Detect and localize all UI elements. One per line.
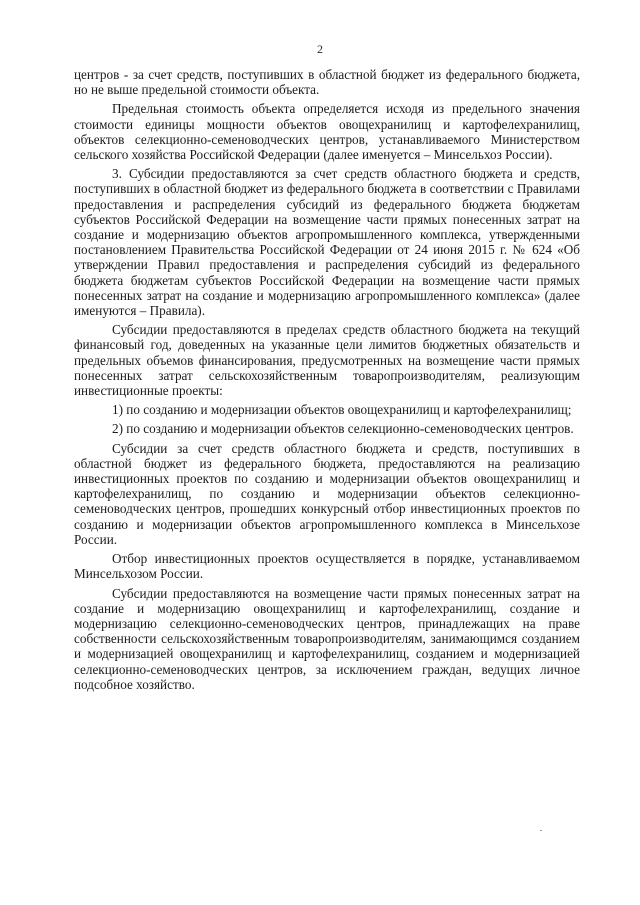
paragraph-max-cost: Предельная стоимость объекта определяется исходя из предельного значения стоимости единицы мощности объектов овощехранилищ и картофелехранилищ, объектов селекционно-семеноводческих центров, устанавливаемого Министерством сельского хозяйства Российской Федерации (далее именуется – Минсельхоз России). (74, 101, 580, 163)
paragraph-clause-3: 3. Субсидии предоставляются за счет средств областного бюджета и средств, поступивших в областной бюджет из федерального бюджета в соответствии с Правилами предоставления и распределения субсидий из федерального бюджета бюджетам субъектов Российской Федерации на возмещение части прямых понесенных затрат на создание и модернизацию объектов агропромышленного комплекса, утвержденными постановлением Правительства Российской Федерации от 24 июня 2015 г. № 624 «Об утверждении Правил предоставления и распределения субсидий из федерального бюджета бюджетам субъектов Российской Федерации на возмещение части прямых понесенных затрат на создание и модернизацию агропромышленного комплекса» (далее именуются – Правила). (74, 166, 580, 319)
scan-speck (540, 830, 542, 831)
paragraph-selection: Отбор инвестиционных проектов осуществляется в порядке, устанавливаемом Минсельхозом России. (74, 551, 580, 582)
paragraph-subsidy-limits: Субсидии предоставляются в пределах средств областного бюджета на текущий финансовый год, доведенных на указанные цели лимитов бюджетных обязательств и предельных объемов финансирования, предусмотренных на возмещение части прямых понесенных затрат сельскохозяйственным товаропроизводителям, реализующим инвестиционные проекты: (74, 322, 580, 399)
page-number: 2 (317, 42, 323, 56)
list-item-1: 1) по созданию и модернизации объектов овощехранилищ и картофелехранилищ; (112, 402, 572, 418)
list-item-2: 2) по созданию и модернизации объектов селекционно-семеноводческих центров. (112, 421, 574, 437)
paragraph-reimbursement: Субсидии предоставляются на возмещение части прямых понесенных затрат на создание и модернизацию овощехранилищ и картофелехранилищ, создание и модернизацию селекционно-семеноводческих центров, принадлежащих на праве собственности сельскохозяйственным товаропроизводителям, занимающимся созданием и модернизацией овощехранилищ и картофелехранилищ, созданием и модернизацией селекционно-семеноводческих центров, за исключением граждан, ведущих личное подсобное хозяйство. (74, 585, 580, 692)
paragraph-investment-projects: Субсидии за счет средств областного бюджета и средств, поступивших в областной бюджет из федерального бюджета, предоставляются на реализацию инвестиционных проектов по созданию и модернизации объектов овощехранилищ и картофелехранилищ, по созданию и модернизации объектов селекционно-семеноводческих центров, прошедших конкурсный отбор инвестиционных проектов по созданию и модернизации объектов агропромышленного комплекса в Минсельхозе России. (74, 440, 580, 547)
document-body (74, 67, 580, 696)
paragraph-continuation: центров - за счет средств, поступивших в областной бюджет из федерального бюджета, но не выше предельной стоимости объекта. (74, 67, 580, 98)
